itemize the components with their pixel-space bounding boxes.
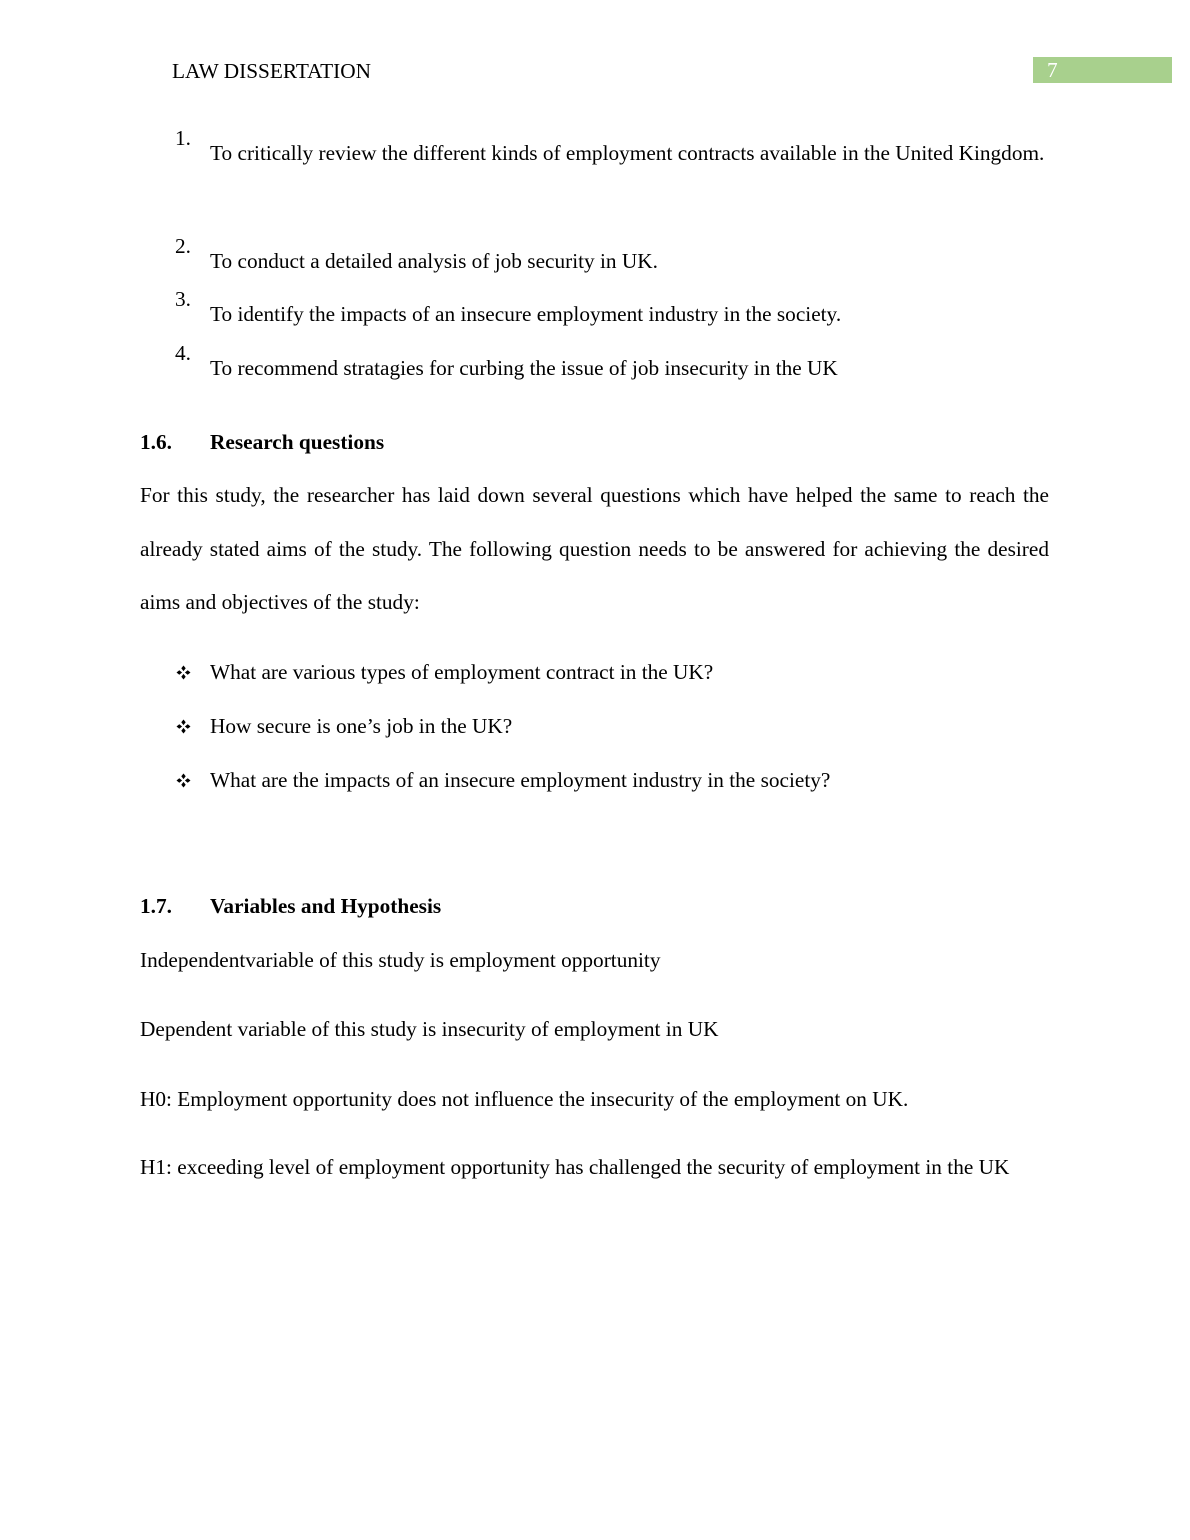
list-number: 3. (175, 287, 191, 311)
section-number: 1.7. (140, 894, 172, 918)
question-text: What are various types of employment contract in the UK? (210, 660, 714, 684)
hypothesis-h1: H1: exceeding level of employment opportunity has challenged the security of employment in the UK (140, 1155, 1010, 1179)
independent-variable-text: Independentvariable of this study is employment opportunity (140, 948, 661, 972)
running-header-title: LAW DISSERTATION (172, 59, 372, 83)
objective-text: To identify the impacts of an insecure employment industry in the society. (210, 302, 842, 326)
section-title: Variables and Hypothesis (210, 894, 442, 918)
research-questions-paragraph: For this study, the researcher has laid down several questions which have helped the same to reach the already stated aims of the study. The following question needs to be answered for achieving the desired aims and objectives of the study: (140, 483, 1049, 614)
section-number: 1.6. (140, 430, 172, 454)
hypothesis-h0: H0: Employment opportunity does not influence the insecurity of the employment on UK. (140, 1087, 909, 1111)
objective-text: To conduct a detailed analysis of job security in UK. (210, 249, 658, 273)
list-number: 4. (175, 341, 191, 365)
dependent-variable-text: Dependent variable of this study is insecurity of employment in UK (140, 1017, 719, 1041)
section-title: Research questions (210, 430, 385, 454)
diamond-bullet-icon (176, 766, 196, 794)
diamond-bullet-icon (176, 712, 196, 740)
list-number: 2. (175, 234, 191, 258)
page-number-box (1033, 57, 1172, 83)
objective-text: To recommend stratagies for curbing the issue of job insecurity in the UK (210, 356, 838, 380)
list-number: 1. (175, 126, 191, 150)
page-number: 7 (1047, 58, 1058, 82)
diamond-bullet-icon (176, 658, 196, 686)
question-text: How secure is one’s job in the UK? (210, 714, 513, 738)
question-text: What are the impacts of an insecure employment industry in the society? (210, 768, 831, 792)
objective-text: To critically review the different kinds of employment contracts available in the United Kingdom. (210, 141, 1045, 165)
